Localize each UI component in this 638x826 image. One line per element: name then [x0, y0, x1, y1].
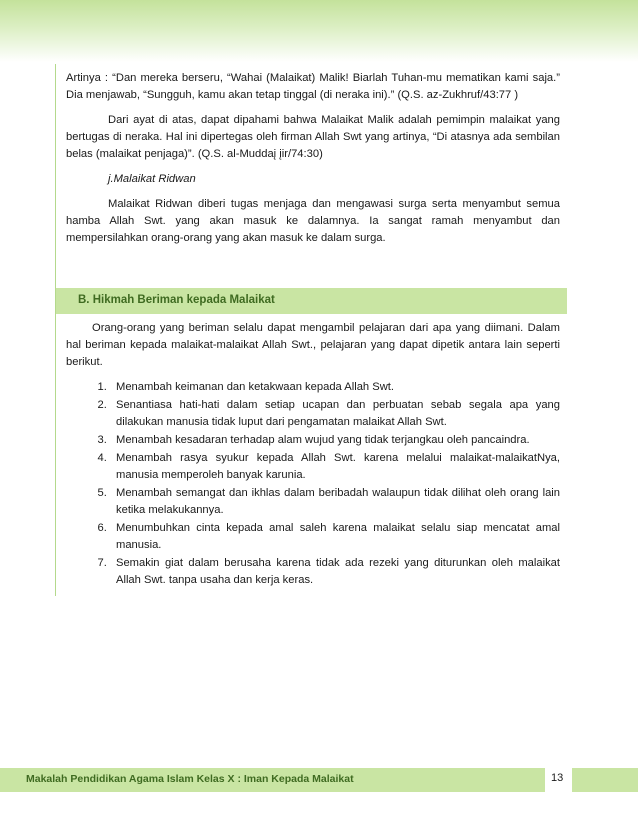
body-text-lower [66, 320, 560, 590]
body-text-upper [66, 70, 560, 255]
list-item: 4. Menambah rasya syukur kepada Allah Swt. karena melalui malaikat-malaikatNya, manusia memperoleh banyak karunia. [110, 450, 560, 484]
list-item: 2. Senantiasa hati-hati dalam setiap ucapan dan perbuatan sebab segala apa yang dilakukan manusia tidak luput dari pengamatan malaikat Allah Swt. [110, 397, 560, 431]
list-item: 3. Menambah kesadaran terhadap alam wujud yang tidak terjangkau oleh pancaindra. [110, 432, 560, 449]
malik-paragraph: Dari ayat di atas, dapat dipahami bahwa Malaikat Malik adalah pemimpin malaikat yang bertugas di neraka. Hal ini dipertegas oleh firman Allah Swt yang artinya, “Di atasnya ada sembilan belas (malaikat penjaga)”. (Q.S. al-Muddaį įir/74:30) [66, 114, 560, 160]
ridwan-subheading: j.Malaikat Ridwan [108, 173, 196, 185]
list-item: 1. Menambah keimanan dan ketakwaan kepada Allah Swt. [110, 379, 560, 396]
artinya-paragraph: Artinya : “Dan mereka berseru, “Wahai (Malaikat) Malik! Biarlah Tuhan-mu mematikan kami saja.” Dia menjawab, “Sungguh, kamu akan tetap tinggal (di neraka ini).” (Q.S. az-Zukhruf/43:77 ) [66, 72, 560, 101]
footer-bar-right [572, 768, 638, 792]
page-number: 13 [551, 772, 564, 784]
hikmah-list [66, 379, 560, 589]
section-heading: B. Hikmah Beriman kepada Malaikat [78, 294, 275, 306]
list-item: 5. Menambah semangat dan ikhlas dalam beribadah walaupun tidak dilihat oleh orang lain ketika melakukannya. [110, 485, 560, 519]
section-intro-paragraph: Orang-orang yang beriman selalu dapat mengambil pelajaran dari apa yang diimani. Dalam hal beriman kepada malaikat-malaikat Allah Swt., pelajaran yang dapat dipetik antara lain seperti berikut. [66, 322, 560, 368]
list-item: 7. Semakin giat dalam berusaha karena tidak ada rezeki yang diturunkan oleh malaikat Allah Swt. tanpa usaha dan kerja keras. [110, 555, 560, 589]
ridwan-paragraph: Malaikat Ridwan diberi tugas menjaga dan mengawasi surga serta menyambut semua hamba Allah Swt. yang akan masuk ke dalamnya. Ia sangat ramah menyambut dan mempersilahkan orang-orang yang akan masuk ke dalam surga. [66, 198, 560, 244]
left-margin-rule [55, 64, 56, 596]
header-gradient-band [0, 0, 638, 62]
list-item: 6. Menumbuhkan cinta kepada amal saleh karena malaikat selalu siap mencatat amal manusia. [110, 520, 560, 554]
footer-title: Makalah Pendidikan Agama Islam Kelas X : Iman Kepada Malaikat [26, 773, 354, 785]
